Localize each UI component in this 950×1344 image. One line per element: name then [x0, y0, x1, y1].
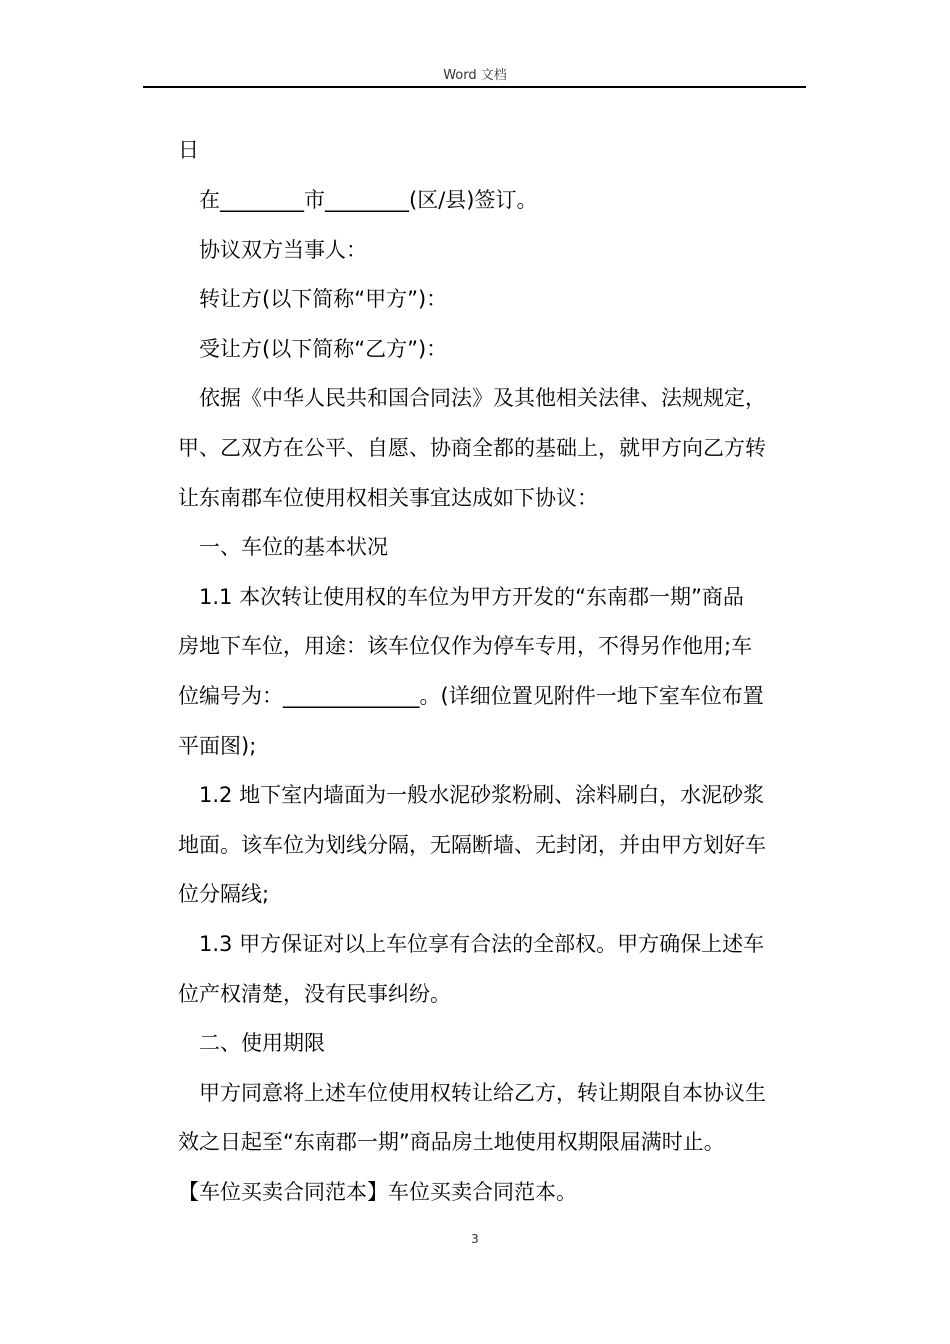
line-1: 在________市________(区/县)签订。 — [199, 188, 538, 212]
line-17: 位产权清楚，没有民事纠纷。 — [178, 982, 451, 1006]
header-rule — [143, 86, 806, 88]
line-5: 依据《中华人民共和国合同法》及其他相关法律、法规规定， — [199, 386, 766, 410]
line-21: 【车位买卖合同范本】车位买卖合同范本。 — [178, 1180, 577, 1204]
line-10: 房地下车位，用途：该车位仅作为停车专用，不得另作他用;车 — [178, 634, 753, 658]
line-2: 协议双方当事人： — [199, 238, 367, 262]
line-9: 1.1 本次转让使用权的车位为甲方开发的“东南郡一期”商品 — [199, 585, 744, 609]
line-6: 甲、乙双方在公平、自愿、协商全都的基础上，就甲方向乙方转 — [178, 436, 766, 460]
line-7: 让东南郡车位使用权相关事宜达成如下协议： — [178, 486, 598, 510]
line-18: 二、使用期限 — [199, 1031, 325, 1055]
line-19: 甲方同意将上述车位使用权转让给乙方，转让期限自本协议生 — [199, 1081, 766, 1105]
header-title: Word 文档 — [443, 68, 507, 83]
line-11: 位编号为：_____________。(详细位置见附件一地下室车位布置 — [178, 684, 764, 708]
line-12: 平面图); — [178, 734, 257, 758]
line-8: 一、车位的基本状况 — [199, 535, 388, 559]
line-14: 地面。该车位为划线分隔，无隔断墙、无封闭，并由甲方划好车 — [178, 833, 766, 857]
line-15: 位分隔线; — [178, 882, 270, 906]
line-13: 1.2 地下室内墙面为一般水泥砂浆粉刷、涂料刷白，水泥砂浆 — [199, 783, 765, 807]
line-20: 效之日起至“东南郡一期”商品房土地使用权期限届满时止。 — [178, 1130, 725, 1154]
line-4: 受让方(以下简称“乙方”)： — [199, 337, 448, 361]
line-16: 1.3 甲方保证对以上车位享有合法的全部权。甲方确保上述车 — [199, 932, 765, 956]
line-0: 日 — [178, 138, 199, 162]
page-number: 3 — [471, 1232, 479, 1246]
line-3: 转让方(以下简称“甲方”)： — [199, 287, 448, 311]
